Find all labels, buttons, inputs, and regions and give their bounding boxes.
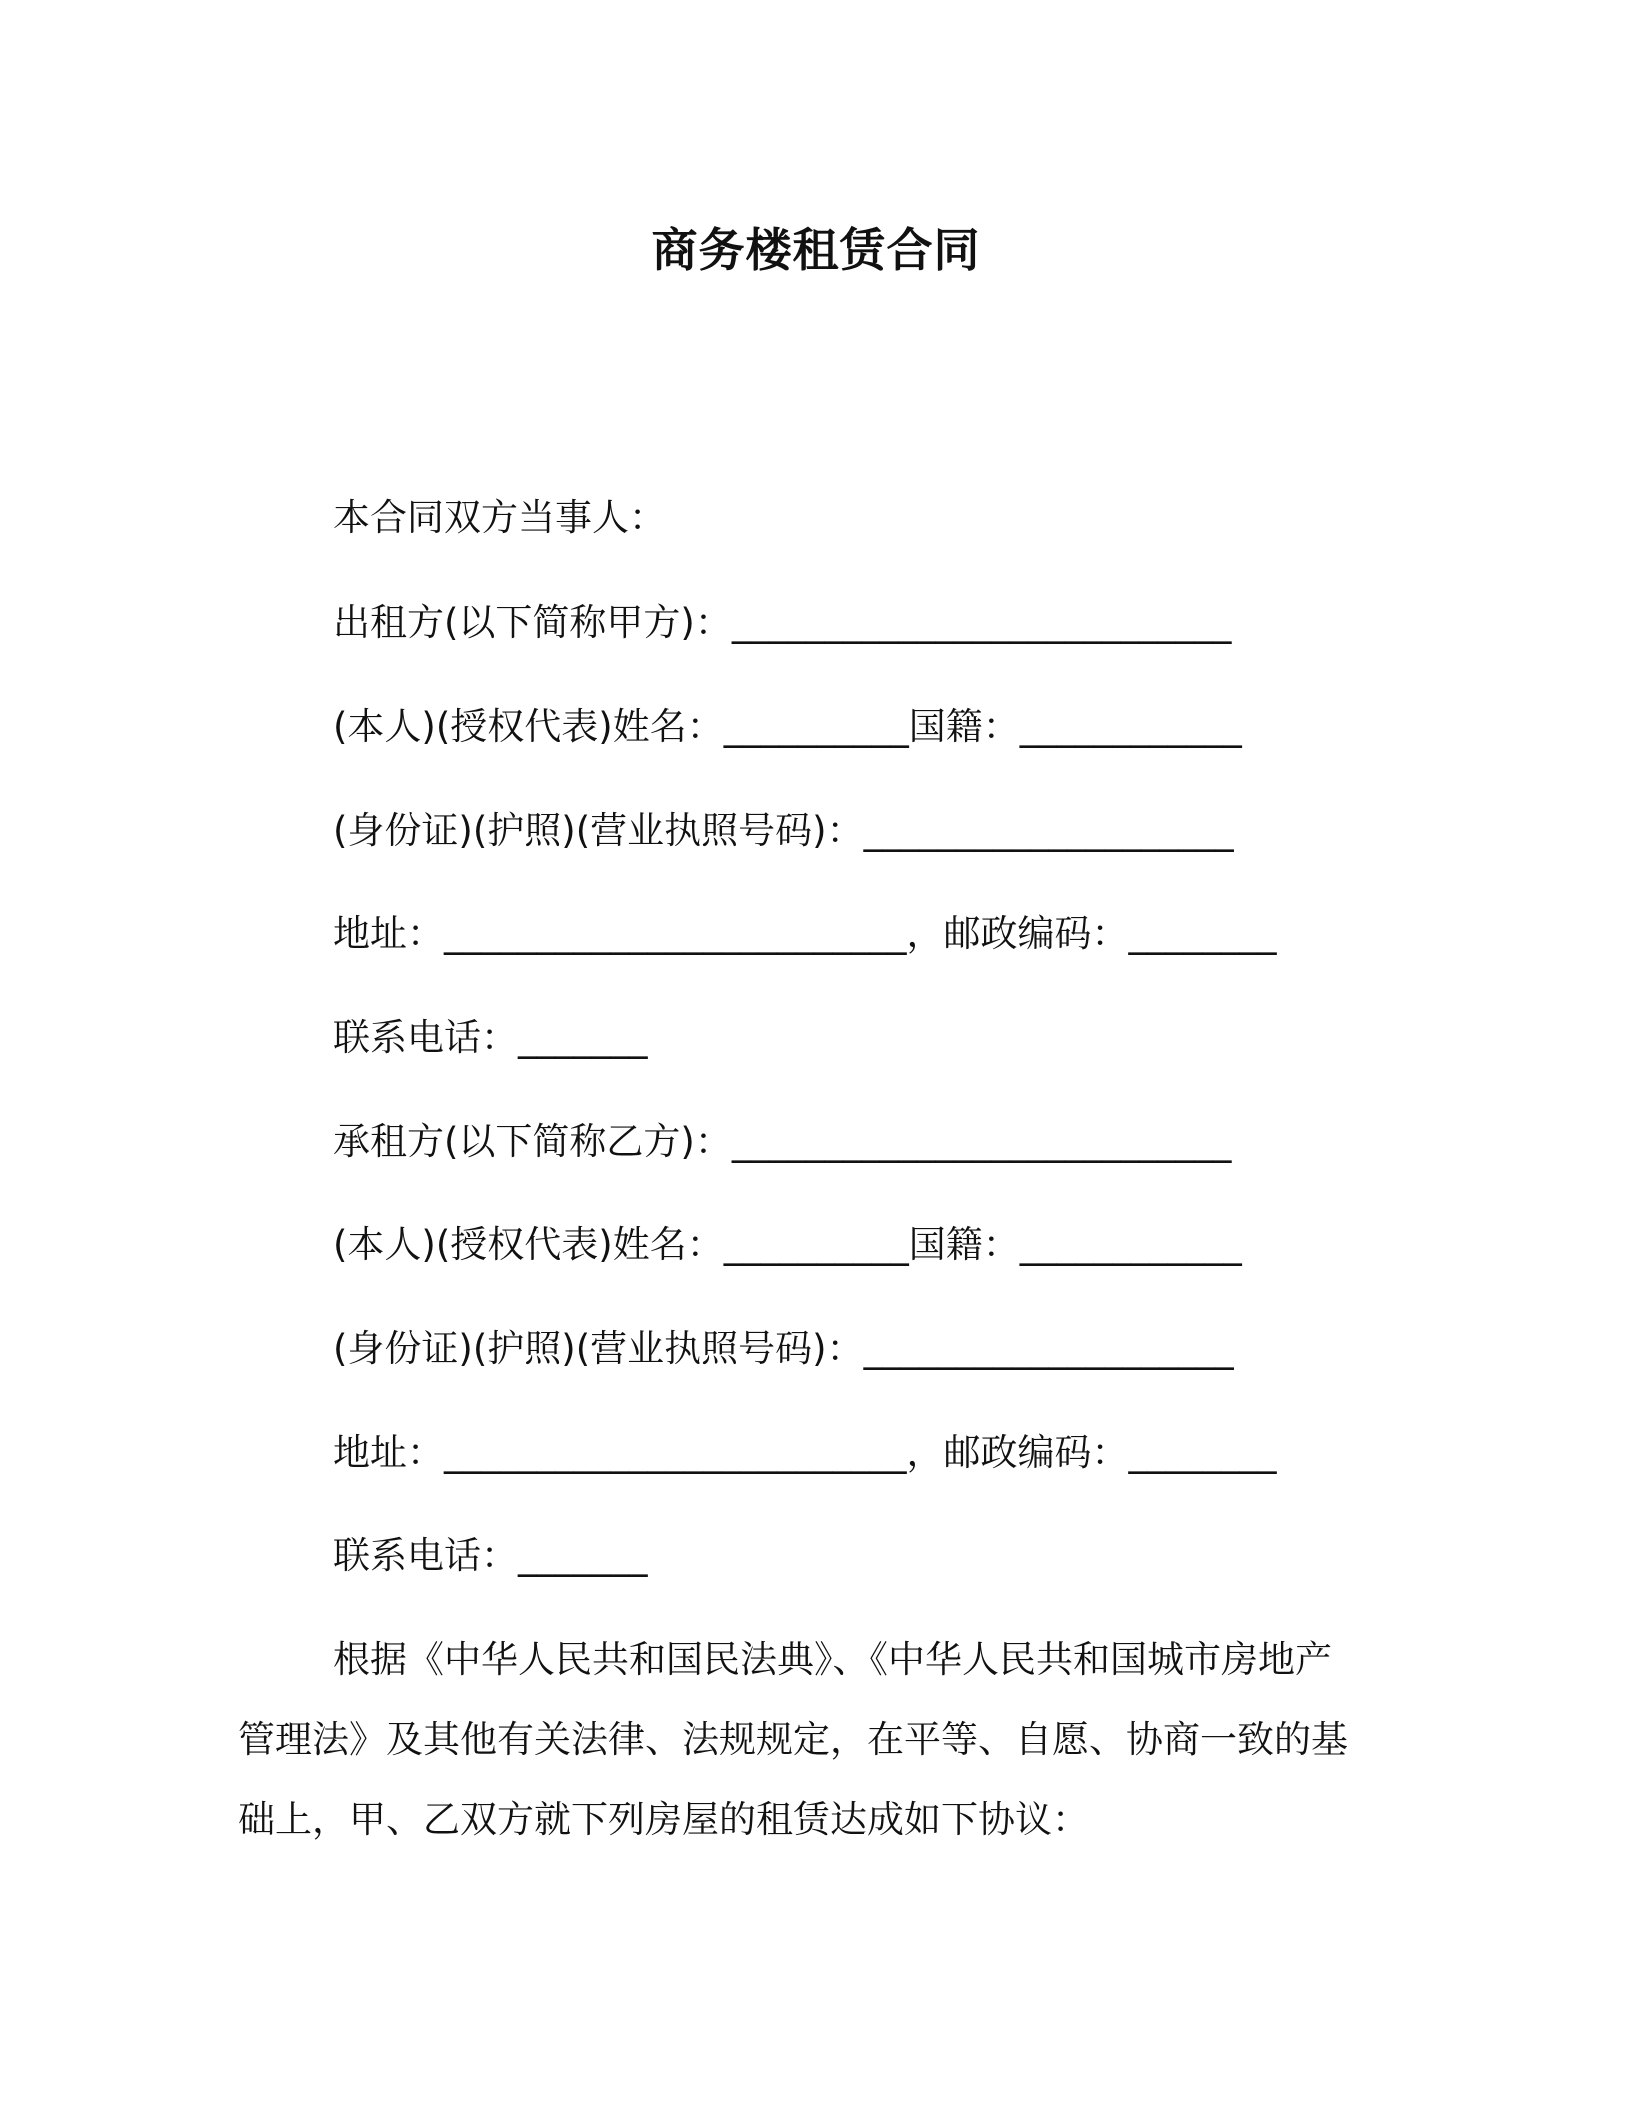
agreement-paragraph-line-2: 管理法》及其他有关法律、法规规定，在平等、自愿、协商一致的基 — [238, 1718, 1348, 1761]
lessee-line: 承租方(以下简称乙方)：___________________________ — [333, 1120, 1232, 1163]
lessor-address-line: 地址：_________________________，邮政编码：________ — [333, 912, 1277, 955]
document-title: 商务楼租赁合同 — [651, 223, 981, 277]
lessee-phone-line: 联系电话：_______ — [333, 1534, 648, 1577]
lessee-id-line: (身份证)(护照)(营业执照号码)：____________________ — [333, 1327, 1234, 1370]
parties-intro: 本合同双方当事人： — [333, 496, 666, 539]
agreement-paragraph-line-3: 础上，甲、乙双方就下列房屋的租赁达成如下协议： — [238, 1798, 1089, 1841]
lessee-address-line: 地址：_________________________，邮政编码：________ — [333, 1431, 1277, 1474]
agreement-paragraph-line-1: 根据《中华人民共和国民法典》、《中华人民共和国城市房地产 — [333, 1638, 1332, 1681]
lessor-name-nationality-line: (本人)(授权代表)姓名：__________国籍：____________ — [333, 705, 1242, 748]
lessor-id-line: (身份证)(护照)(营业执照号码)：____________________ — [333, 809, 1234, 852]
lessor-line: 出租方(以下简称甲方)：___________________________ — [333, 601, 1232, 644]
lessor-phone-line: 联系电话：_______ — [333, 1016, 648, 1059]
lessee-name-nationality-line: (本人)(授权代表)姓名：__________国籍：____________ — [333, 1223, 1242, 1266]
